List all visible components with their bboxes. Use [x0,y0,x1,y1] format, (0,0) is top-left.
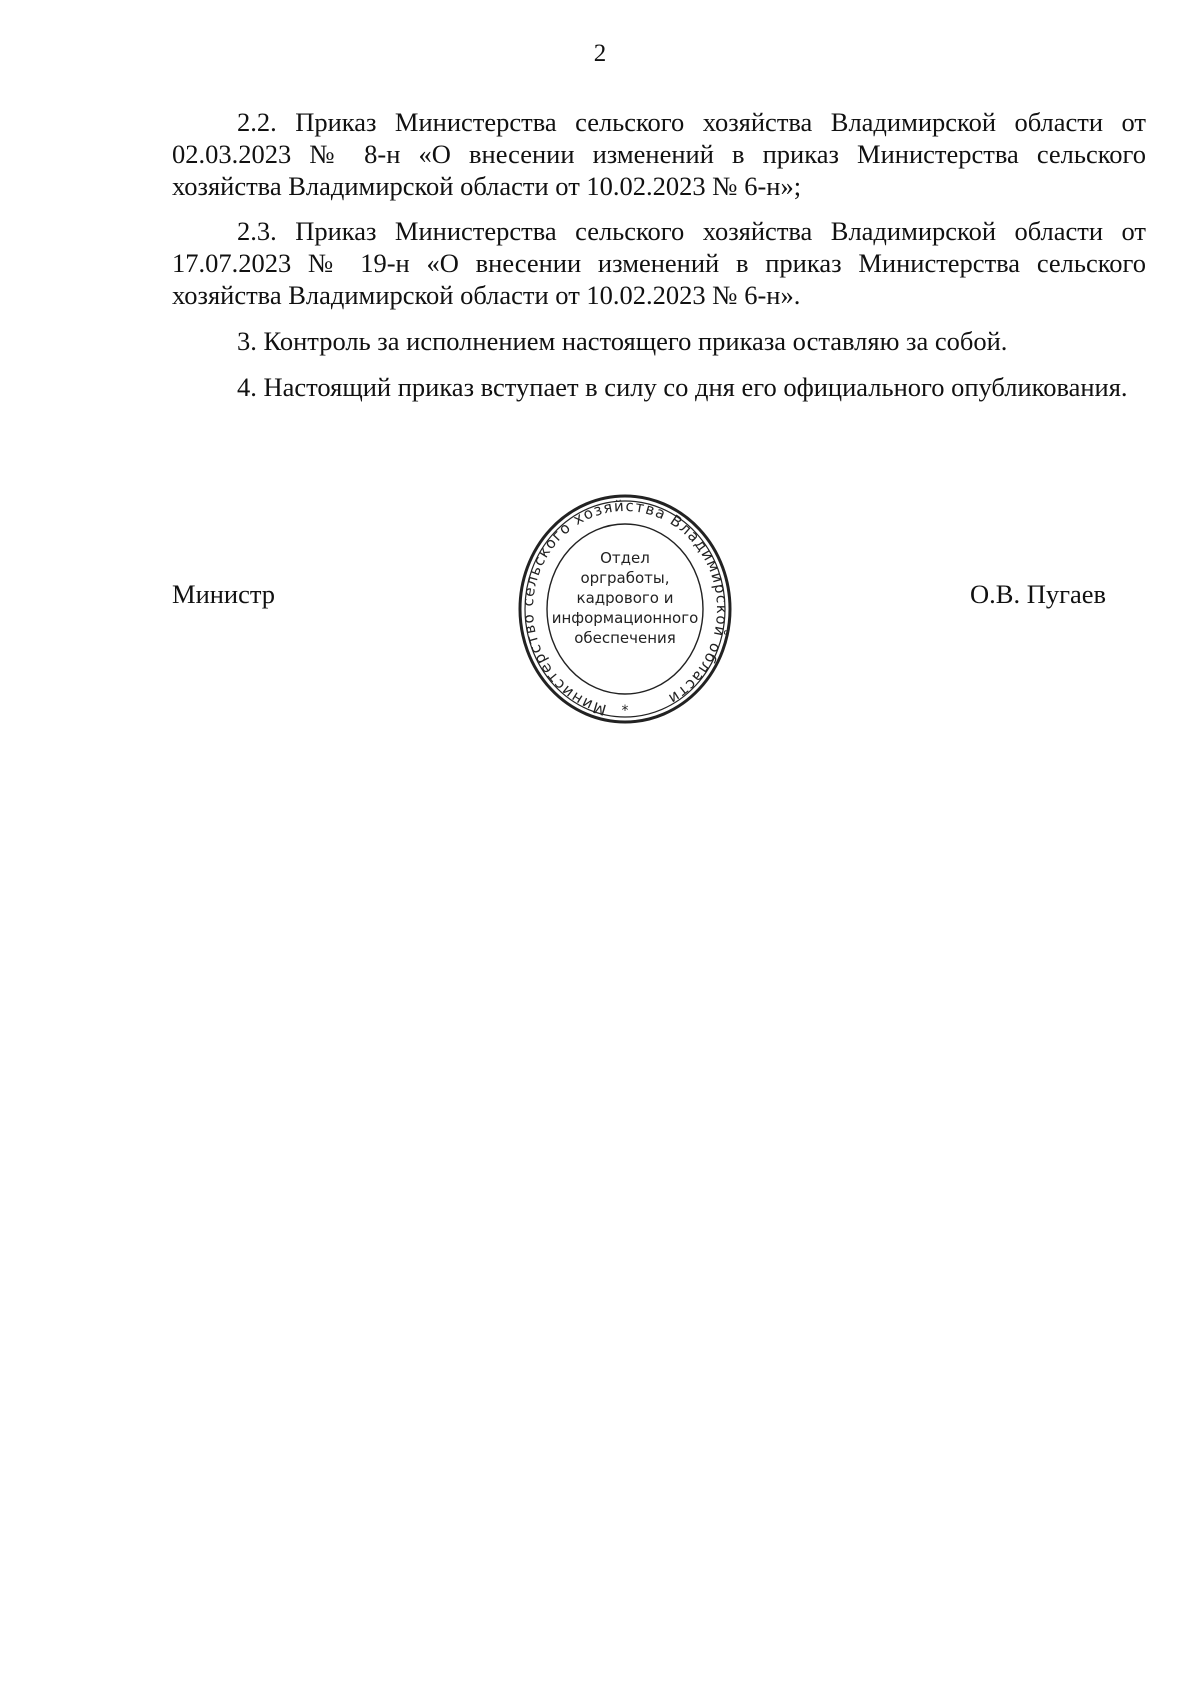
paragraph-2-3: 2.3. Приказ Министерства сельского хозяйства Владимирской области от 17.07.2023 № 19-н «О внесении изменений в приказ Министерства сельского хозяйства Владимирской области от 10.02.2023 № 6-н». [172,216,1146,310]
stamp-ring-text: Министерство сельского хозяйства Владимирской области [518,496,732,719]
signatory-name: О.В. Пугаев [970,579,1106,609]
stamp-center-line-2: оргработы, [580,569,670,587]
stamp-center-line-3: кадрового и [576,589,674,607]
stamp-center-line-4: информационного [551,609,699,627]
official-stamp [517,491,733,727]
paragraph-2-2: 2.2. Приказ Министерства сельского хозяйства Владимирской области от 02.03.2023 № 8-н «О внесении изменений в приказ Министерства сельского хозяйства Владимирской области от 10.02.2023 № 6-н»; [172,107,1146,201]
stamp-center-line-1: Отдел [600,549,650,567]
stamp-center-line-5: обеспечения [574,629,676,647]
paragraph-3: 3. Контроль за исполнением настоящего приказа оставляю за собой. [237,326,1008,356]
document-body [172,106,1146,403]
stamp-star: * [621,703,629,719]
paragraph-4: 4. Настоящий приказ вступает в силу со дня его официального опубликования. [237,372,1128,402]
signatory-title: Министр [172,579,276,609]
page-number: 2 [593,40,607,67]
